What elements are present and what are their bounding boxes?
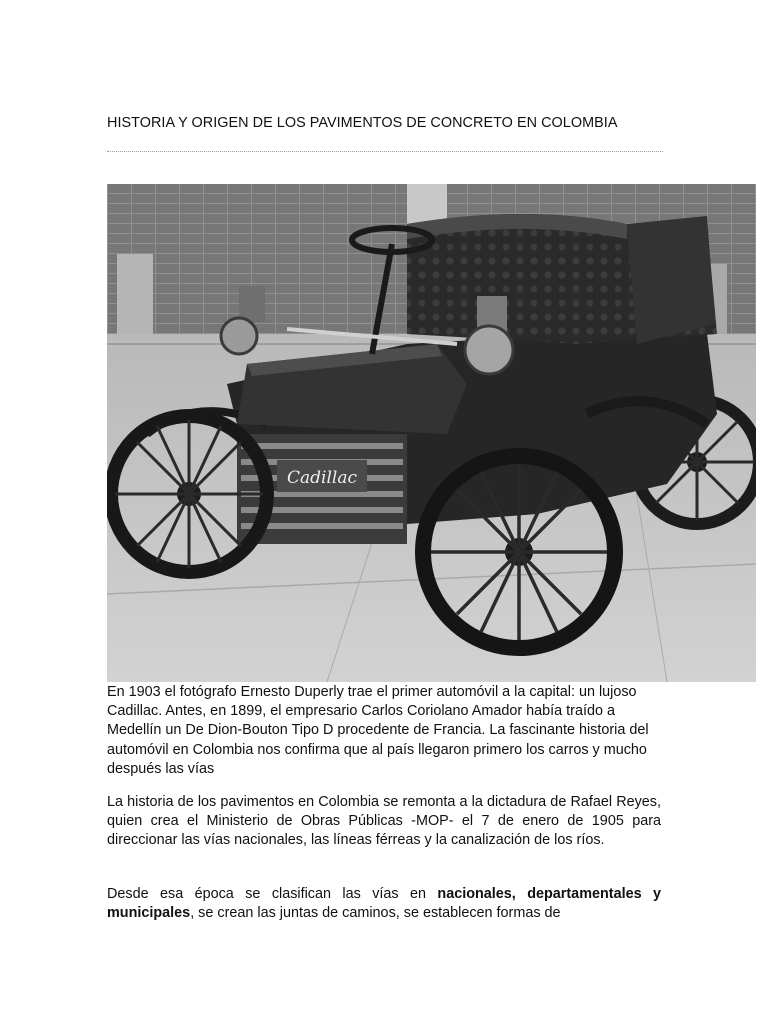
front-wheel-left [111,416,267,572]
document-title: HISTORIA Y ORIGEN DE LOS PAVIMENTOS DE CONCRETO EN COLOMBIA [107,115,618,131]
paragraph-2: La historia de los pavimentos en Colombia se remonta a la dictadura de Rafael Reyes, quien crea el Ministerio de Obras Públicas -MOP- el 7 de enero de 1905 para direccionar las vías nacionales, las líneas férreas y la canalización de los ríos. [107,794,661,849]
paragraph-3 [107,885,661,923]
paragraph-3-bold: nacionales, departamentales y municipales [107,886,661,922]
paragraph-1: En 1903 el fotógrafo Ernesto Duperly trae el primer automóvil a la capital: un lujoso Cadillac. Antes, en 1899, el empresario Carlos Coriolano Amador había traído a Medellín un De Dion-Bouton Tipo D procedente de Francia. La fascinante historia del automóvil en Colombia nos confirma que al país llegaron primero los carros y mucho después las vías [107,684,649,777]
paragraph-3-end: , se crean las juntas de caminos, se establecen formas de [190,905,561,922]
title-divider [107,151,663,152]
vintage-car-photo [107,184,756,682]
front-wheel-right [423,456,615,648]
grille-logo: Cadillac [287,468,357,488]
paragraph-3-start: Desde esa época se clasifican las vías en [107,886,438,902]
